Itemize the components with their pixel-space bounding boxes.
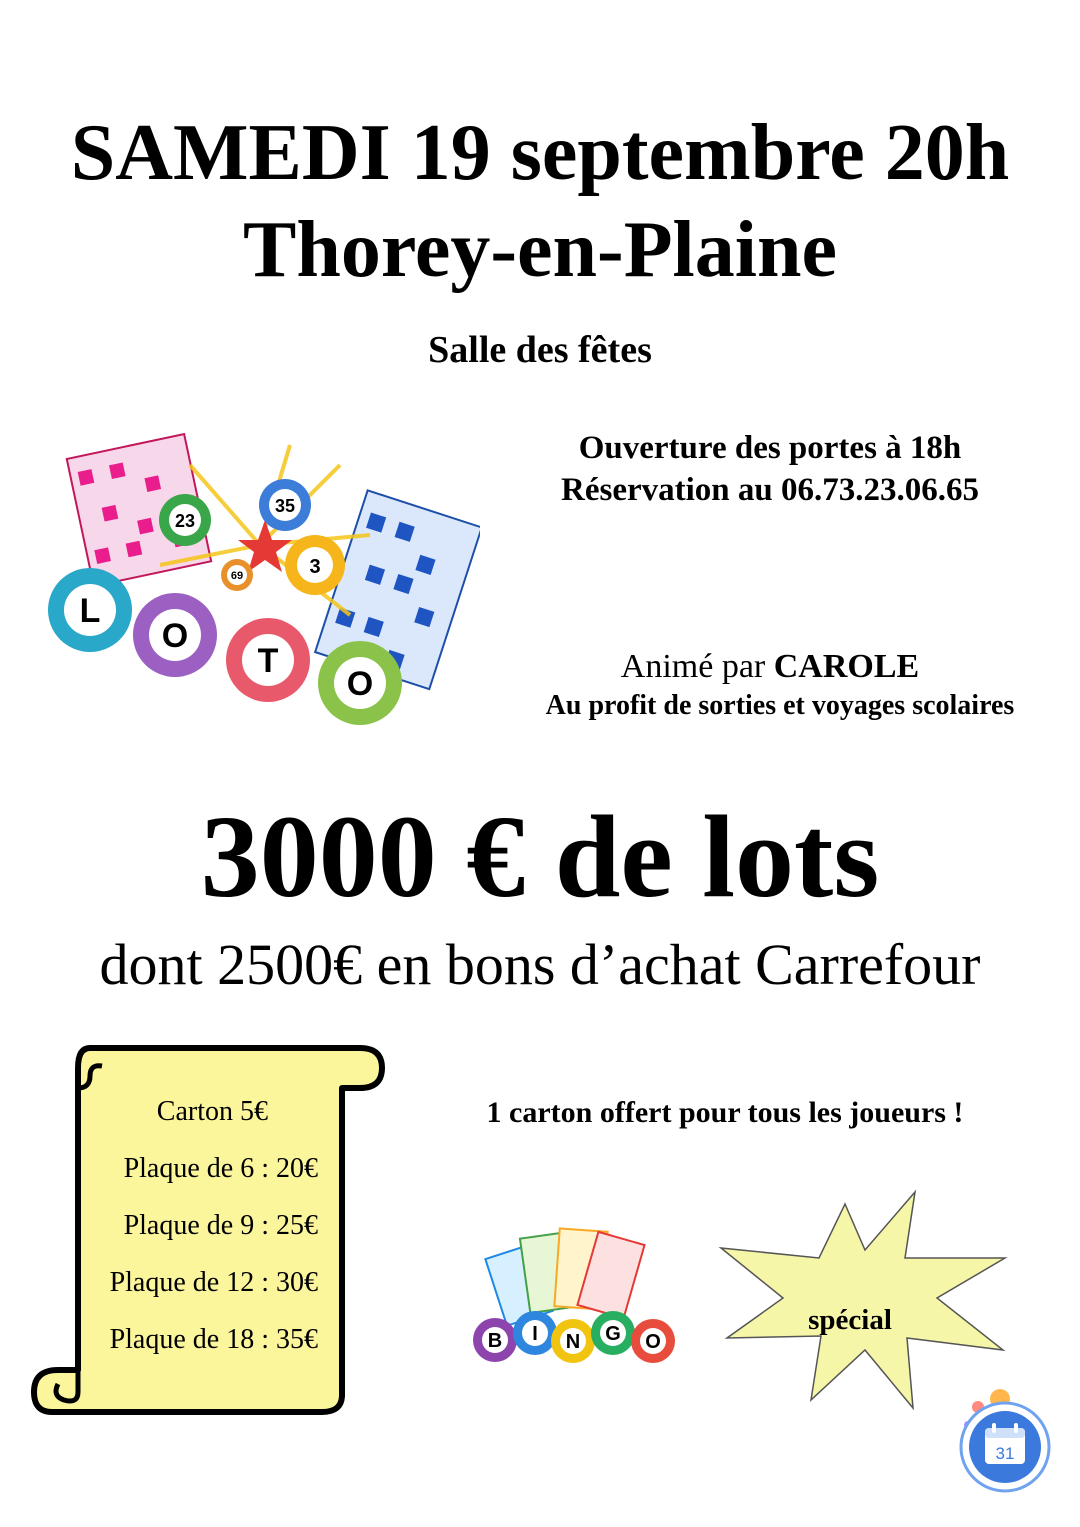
svg-text:31: 31 — [995, 1444, 1015, 1463]
bingo-illustration — [465, 1215, 685, 1380]
host-line — [560, 648, 980, 686]
venue-label: Salle des fêtes — [428, 329, 652, 371]
special-label: spécial — [808, 1304, 892, 1336]
doors-opening-text: Ouverture des portes à 18h — [578, 430, 962, 466]
loto-ball-o1 — [133, 593, 217, 677]
svg-text:O: O — [346, 665, 374, 703]
bingo-ball-n — [551, 1319, 595, 1363]
svg-text:23: 23 — [174, 511, 196, 531]
price-plaque-9: Plaque de 9 : 25€ — [123, 1210, 318, 1241]
svg-text:I: I — [532, 1323, 538, 1345]
svg-text:N: N — [565, 1331, 581, 1353]
svg-text:B: B — [487, 1330, 503, 1352]
free-card-offer: 1 carton offert pour tous les joueurs ! — [486, 1096, 964, 1129]
event-location-title: Thorey-en-Plaine — [242, 206, 838, 294]
reservation-text: Réservation au 06.73.23.06.65 — [561, 472, 979, 508]
bingo-ball-g — [591, 1311, 635, 1355]
loto-ball-l — [48, 568, 132, 652]
loto-illustration — [40, 425, 480, 735]
svg-text:L: L — [79, 592, 101, 630]
bingo-ball-b — [473, 1318, 517, 1362]
prize-detail: dont 2500€ en bons d’achat Carrefour — [99, 932, 981, 997]
price-plaque-6: Plaque de 6 : 20€ — [123, 1153, 318, 1184]
loto-ball-t — [226, 618, 310, 702]
bingo-cards — [485, 1228, 644, 1325]
price-carton: Carton 5€ — [156, 1096, 268, 1127]
host-prefix: Animé par — [620, 648, 774, 685]
loto-ball-o2 — [318, 641, 402, 725]
ball-69 — [221, 559, 253, 591]
prize-headline: 3000 € de lots — [200, 791, 880, 922]
svg-text:35: 35 — [274, 496, 296, 516]
event-date-title: SAMEDI 19 septembre 20h — [70, 109, 1010, 197]
price-plaque-12: Plaque de 12 : 30€ — [109, 1267, 318, 1298]
calendar-button[interactable] — [950, 1385, 1060, 1495]
benefit-text: Au profit de sorties et voyages scolaires — [545, 690, 1015, 721]
svg-text:O: O — [645, 1331, 661, 1353]
host-name: CAROLE — [773, 648, 920, 685]
svg-text:G: G — [605, 1323, 621, 1345]
svg-text:3: 3 — [309, 556, 321, 578]
calendar-icon — [985, 1423, 1025, 1464]
bingo-ball-i — [513, 1311, 557, 1355]
svg-text:T: T — [257, 642, 279, 680]
special-starburst — [715, 1188, 1015, 1416]
ball-23 — [159, 494, 211, 546]
svg-text:O: O — [161, 617, 189, 655]
ball-3 — [285, 535, 345, 595]
ball-35 — [259, 479, 311, 531]
svg-text:69: 69 — [230, 570, 244, 582]
bingo-ball-o — [631, 1319, 675, 1363]
price-plaque-18: Plaque de 18 : 35€ — [109, 1324, 318, 1355]
